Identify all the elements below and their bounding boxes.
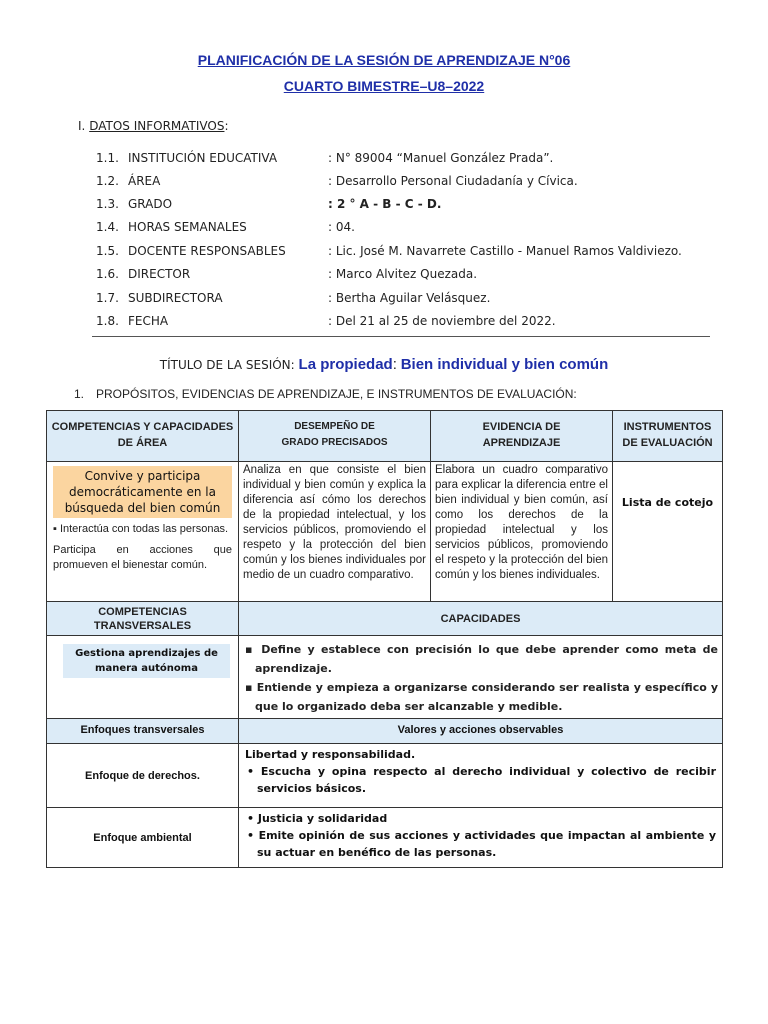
header-transversal <box>47 602 239 636</box>
approach-values <box>239 744 722 799</box>
session-title-part1: La propiedad <box>298 356 393 373</box>
capacity-item: ▪ Entiende y empieza a organizarse considerando ser realista y específico y que lo organizado deba ser alcanzable y medible. <box>245 681 718 713</box>
performance-text: Analiza en que consiste el bien individual y bien común y explica la diferencia así cómo los derechos de la propiedad intelectual, y los servicios públicos, promoviendo el respeto y la protección del bien común y los bienes individuales por medio de un cuadro comparativo. <box>243 464 426 581</box>
planning-table <box>46 410 723 868</box>
header-text: DESEMPEÑO DE <box>294 421 375 432</box>
purposes-text: PROPÓSITOS, EVIDENCIAS DE APRENDIZAJE, E INSTRUMENTOS DE EVALUACIÓN: <box>96 387 577 401</box>
info-label: HORAS SEMANALES <box>128 220 247 234</box>
info-value: : Del 21 al 25 de noviembre del 2022. <box>328 314 556 328</box>
header-text: APRENDIZAJE <box>482 437 561 449</box>
header-instruments <box>613 411 723 462</box>
capacities-cell <box>239 636 723 719</box>
session-title-part2: Bien individual y bien común <box>400 356 609 373</box>
transversal-header-row <box>47 602 723 636</box>
header-text: GRADO PRECISADOS <box>281 437 388 448</box>
info-value: : 04. <box>328 220 355 234</box>
capacities-list <box>239 636 722 718</box>
session-title <box>0 356 768 373</box>
purposes-heading <box>74 387 577 401</box>
info-label: FECHA <box>128 314 169 328</box>
section-title: DATOS INFORMATIVOS <box>89 119 225 133</box>
info-num: 1.4. <box>96 220 119 234</box>
info-num: 1.8. <box>96 314 119 328</box>
header-text: DE ÁREA <box>117 437 168 449</box>
document-subtitle: CUARTO BIMESTRE–U8–2022 <box>283 78 485 94</box>
approaches-header-row <box>47 719 723 744</box>
approach-values-cell <box>239 808 723 868</box>
purposes-number: 1. <box>74 387 85 401</box>
table-row <box>47 462 723 602</box>
capacity-item: ▪ Define y establece con precisión lo que debe aprender como meta de aprendizaje. <box>245 643 718 675</box>
header-capacities: CAPACIDADES <box>239 602 723 636</box>
section-number: I. <box>78 119 86 133</box>
info-value: : 2 ° A - B - C - D. <box>328 197 442 211</box>
info-label: ÁREA <box>128 174 161 188</box>
performance-cell <box>239 462 431 602</box>
divider-line <box>92 336 710 337</box>
info-value: : Marco Alvitez Quezada. <box>328 267 478 281</box>
info-num: 1.5. <box>96 244 119 258</box>
approach-name: Enfoque de derechos. <box>47 744 239 808</box>
approach-value: Libertad y responsabilidad. <box>245 748 416 761</box>
info-label: DOCENTE RESPONSABLES <box>128 244 286 258</box>
approach-value: • Justicia y solidaridad <box>247 812 388 825</box>
transversal-competence-box: Gestiona aprendizajes de manera autónoma <box>63 644 230 678</box>
info-label: DIRECTOR <box>128 267 191 281</box>
header-approaches: Enfoques transversales <box>47 719 239 744</box>
table-header-row <box>47 411 723 462</box>
header-text: COMPETENCIAS Y CAPACIDADES <box>51 421 234 433</box>
evidence-cell <box>431 462 613 602</box>
info-num: 1.2. <box>96 174 119 188</box>
header-text: INSTRUMENTOS <box>623 421 712 433</box>
info-label: INSTITUCIÓN EDUCATIVA <box>128 151 278 165</box>
document-title: PLANIFICACIÓN DE LA SESIÓN DE APRENDIZAJE N°06 <box>197 52 571 68</box>
approach-action: • Escucha y opina respecto al derecho individual y colectivo de recibir servicios básicos. <box>247 765 716 795</box>
evidence-text: Elabora un cuadro comparativo para explicar la diferencia entre el bien individual y bien común, así como los derechos de la propiedad intelectual y los servicios públicos, promoviendo el respeto y la protección del bien común y los bienes individuales. <box>435 464 608 581</box>
transversal-competence-cell <box>47 636 239 719</box>
header-text: TRANSVERSALES <box>93 619 192 632</box>
header-competences <box>47 411 239 462</box>
section-colon: : <box>224 119 229 133</box>
competence-cell <box>47 462 239 602</box>
section-heading <box>78 119 229 133</box>
table-row <box>47 808 723 868</box>
info-value: : N° 89004 “Manuel González Prada”. <box>328 151 554 165</box>
instrument-cell <box>613 462 723 602</box>
table-row <box>47 744 723 808</box>
approach-values-cell <box>239 744 723 808</box>
session-title-label: TÍTULO DE LA SESIÓN: <box>159 358 295 372</box>
info-num: 1.1. <box>96 151 119 165</box>
info-value: : Bertha Aguilar Velásquez. <box>328 291 491 305</box>
info-value: : Lic. José M. Navarrete Castillo - Manuel Ramos Valdiviezo. <box>328 244 682 258</box>
info-value: : Desarrollo Personal Ciudadanía y Cívica. <box>328 174 578 188</box>
approach-action: • Emite opinión de sus acciones y actividades que impactan al ambiente y su actuar en benéfico de las personas. <box>247 829 716 859</box>
capacity-item: Participa en acciones que promueven el bienestar común. <box>53 544 232 571</box>
header-text: COMPETENCIAS <box>98 605 187 618</box>
instrument-text: Lista de cotejo <box>621 496 714 509</box>
header-evidence <box>431 411 613 462</box>
info-num: 1.3. <box>96 197 119 211</box>
approach-values <box>239 808 722 863</box>
competence-box: Convive y participa democráticamente en la búsqueda del bien común <box>53 466 232 518</box>
header-text: DE EVALUACIÓN <box>622 437 713 449</box>
approach-name: Enfoque ambiental <box>47 808 239 868</box>
capacity-item: ▪ Interactúa con todas las personas. <box>53 523 229 535</box>
info-num: 1.6. <box>96 267 119 281</box>
info-num: 1.7. <box>96 291 119 305</box>
info-label: GRADO <box>128 197 173 211</box>
info-label: SUBDIRECTORA <box>128 291 223 305</box>
header-text: EVIDENCIA DE <box>482 421 561 433</box>
header-values: Valores y acciones observables <box>239 719 723 744</box>
session-title-colon: : <box>392 356 397 373</box>
header-performance <box>239 411 431 462</box>
table-row <box>47 636 723 719</box>
